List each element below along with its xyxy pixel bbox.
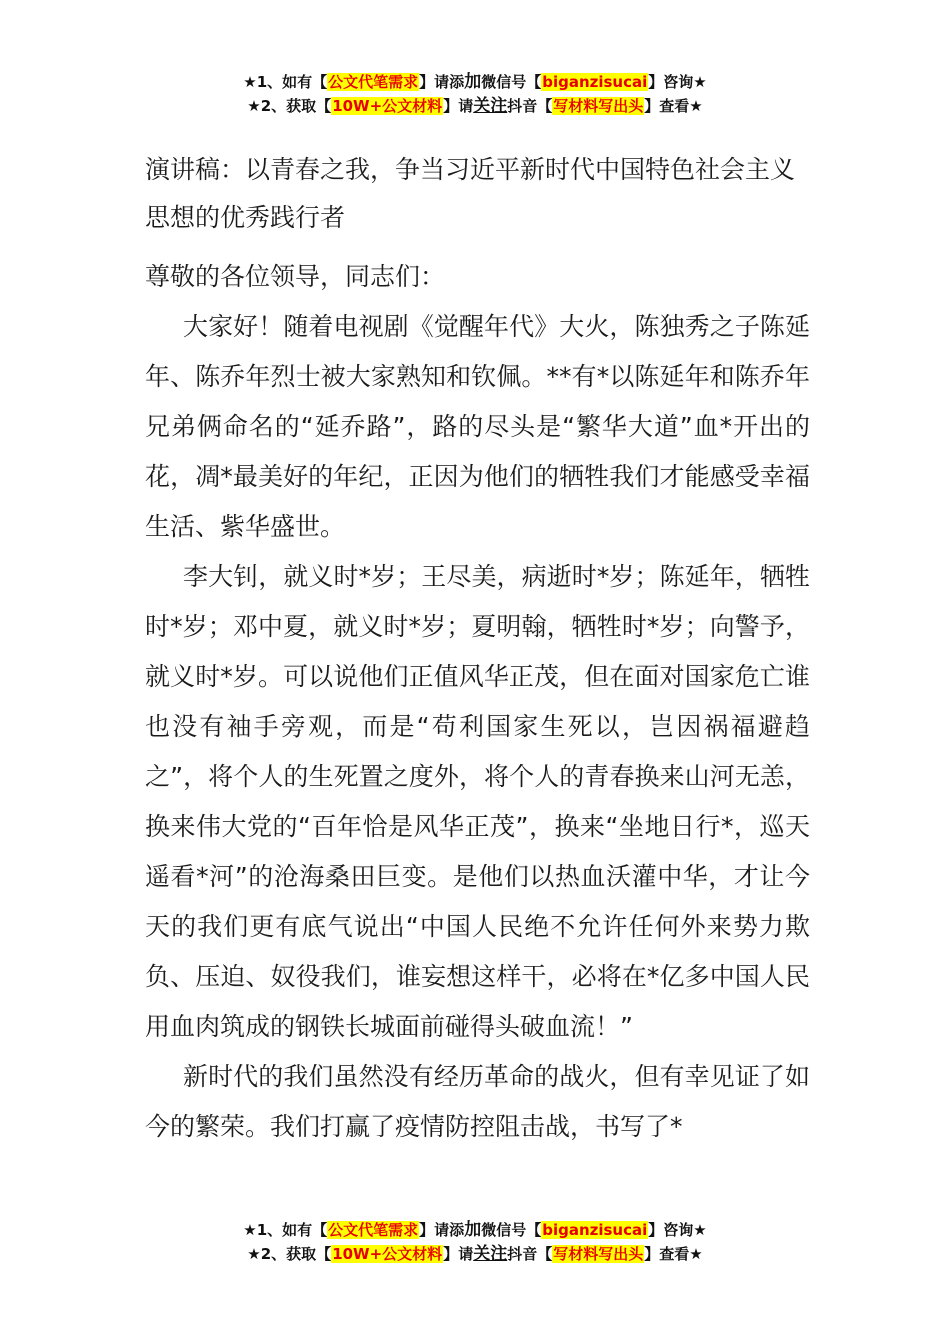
banner-text: 】咨询★ (648, 73, 707, 91)
banner-text: 】请 (443, 1245, 474, 1263)
banner-emphasis: 加 (464, 1220, 482, 1240)
header-banner (0, 70, 950, 118)
paragraph: 新时代的我们虽然没有经历革命的战火，但有幸见证了如今的繁荣。我们打赢了疫情防控阻击战，书写了* (145, 1062, 810, 1141)
banner-text: ★1、如有【 (243, 1221, 328, 1239)
banner-text: 】请添 (419, 73, 465, 91)
banner-line-2 (0, 94, 950, 118)
banner-text: 】咨询★ (648, 1221, 707, 1239)
document-title: 演讲稿：以青春之我，争当习近平新时代中国特色社会主义思想的优秀践行者 (145, 155, 796, 232)
highlight-wechat-id: biganzisucai (542, 73, 648, 91)
footer-banner (0, 1218, 950, 1266)
document-body (145, 146, 810, 1152)
banner-emphasis: 关注 (473, 1244, 508, 1264)
banner-text: 】请 (443, 97, 474, 115)
paragraph: 李大钊，就义时*岁；王尽美，病逝时*岁；陈延年，牺牲时*岁；邓中夏，就义时*岁；夏明翰，牺牲时*岁；向警予，就义时*岁。可以说他们正值风华正茂，但在面对国家危亡谁也没有袖手旁观，而是“苟利国家生死以，岂因祸福避趋之”，将个人的生死置之度外，将个人的青春换来山河无恙，换来伟大党的“百年恰是风华正茂”，换来“坐地日行*，巡天遥看*河”的沧海桑田巨变。是他们以热血沃灌中华，才让今天的我们更有底气说出“中国人民绝不允许任何外来势力欺负、压迫、奴役我们，谁妄想这样干，必将在*亿多中国人民用血肉筑成的钢铁长城面前碰得头破血流！” (145, 562, 810, 1041)
banner-text: 】查看★ (644, 97, 703, 115)
banner-text: 微信号【 (481, 73, 542, 91)
banner-text: ★2、获取【 (247, 1245, 332, 1263)
paragraph: 大家好！随着电视剧《觉醒年代》大火，陈独秀之子陈延年、陈乔年烈士被大家熟知和钦佩。**有*以陈延年和陈乔年兄弟俩命名的“延乔路”，路的尽头是“繁华大道”血*开出的花，凋*最美好的年纪，正因为他们的牺牲我们才能感受幸福生活、紫华盛世。 (145, 312, 810, 541)
salutation: 尊敬的各位领导，同志们： (145, 262, 446, 291)
banner-text: 】请添 (419, 1221, 465, 1239)
highlight-materials: 10W+公文材料 (332, 97, 443, 115)
banner-text: 】查看★ (644, 1245, 703, 1263)
banner-text: 抖音【 (507, 1245, 553, 1263)
highlight-service: 公文代笔需求 (328, 1221, 419, 1239)
banner-text: 抖音【 (507, 97, 553, 115)
highlight-douyin: 写材料写出头 (553, 97, 644, 115)
highlight-wechat-id: biganzisucai (542, 1221, 648, 1239)
banner-emphasis: 关注 (473, 96, 508, 116)
highlight-service: 公文代笔需求 (328, 73, 419, 91)
banner-line-2 (0, 1242, 950, 1266)
banner-text: ★2、获取【 (247, 97, 332, 115)
highlight-douyin: 写材料写出头 (553, 1245, 644, 1263)
banner-line-1 (0, 1218, 950, 1242)
highlight-materials: 10W+公文材料 (332, 1245, 443, 1263)
banner-line-1 (0, 70, 950, 94)
banner-emphasis: 加 (464, 72, 482, 92)
banner-text: 微信号【 (481, 1221, 542, 1239)
banner-text: ★1、如有【 (243, 73, 328, 91)
